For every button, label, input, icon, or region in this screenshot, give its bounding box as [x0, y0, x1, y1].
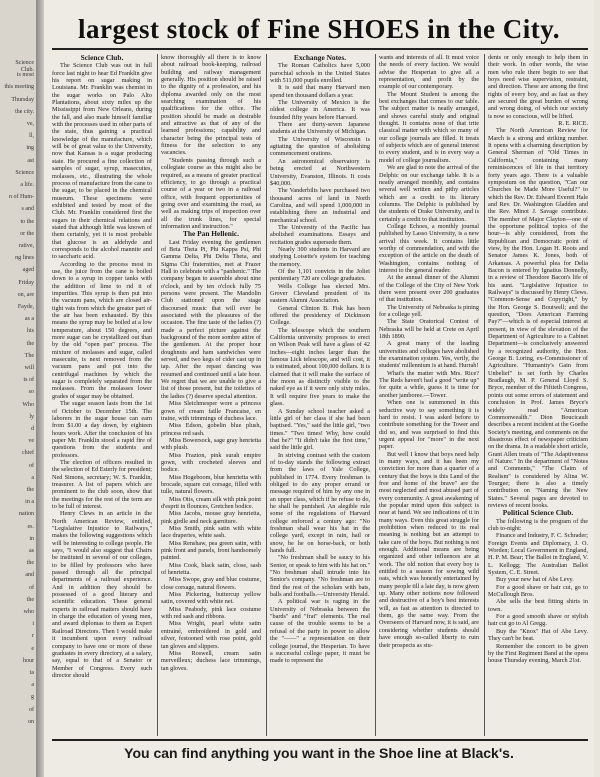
- column-5: [488, 54, 588, 736]
- article-paragraph: Last Friday evening the gentlemen of Beta Theta Pi, Phi Kappa Psi, Phi Gamma Delta, Phi Delta Theta, and Sigma Chi fraternities, met at Frazer Hall to celebrate with a "panhenic." The company began to assemble about nine o'clock, and by ten o'clock fully 75 persons were present. The Mandolin Club stationed upon the stage discoursed music that will ever be associated with the pleasures of the occasion. The fine taste of the ladies (?) made a perfect picture against the background of the more sombre attire of the gentlemen. At the proper hour doughnuts and ham sandwiches were served, and two kegs of cider cast up in tap. After the repast dancing was resumed and continued until a late hour. We regret that we are unable to give a list of those present, but the toilettes of the ladies (?) deserve special attention.: [161, 238, 261, 400]
- adjacent-page-text: will: [24, 365, 34, 371]
- column-divider: [484, 54, 485, 736]
- column-3: [270, 54, 370, 736]
- newspaper-page: [44, 0, 594, 777]
- adjacent-page-text: or the: [20, 230, 34, 237]
- article-paragraph: dents or only enough to help them in their work. In other words, the wise men who rule there begin to see that boys need wise supervision, restraint, and direction. These are among the first rights of every boy, and as fast as they are secured the great burden of wrong and wrong doing, of which our society is now so conscious, will be lifted.: [488, 54, 588, 120]
- article-paragraph: Miss Bowersock, sage gray henrietta with plush.: [161, 436, 261, 452]
- adjacent-page-text: Who: [22, 401, 34, 408]
- article-paragraph: Miss Peabody, pink lace costume with red sash and ribbons.: [161, 605, 261, 621]
- adjacent-page-text: the: [26, 340, 34, 347]
- article-paragraph: Remember the concert to be given by the First Regiment Band at the opera house Thursday evening, March 21st.: [488, 642, 588, 665]
- article-paragraph: The telescope which the southern California university proposes to erect on Wilson Peak will have a glass of 42 inches—eight inches larger than the famous Lick telescope, and will cost, it is estimated, about 100,000 dollars. It is claimed that it will make the surface of the moon as distinctly visible to the naked eye as if it were only sixty miles. It will require five years to make the glass.: [270, 326, 370, 408]
- article-paragraph: Miss Wright, pearl white satin entrainé, embroidered in gold and silver, festooned with rose point, gold tan gloves and slippers.: [161, 620, 261, 650]
- article-paragraph: It is said that many Harvard men spend ten thousand dollars a year.: [270, 84, 370, 99]
- adjacent-page-text: on: [28, 718, 34, 725]
- adjacent-page-text: s and: [21, 206, 34, 213]
- column-divider: [157, 54, 158, 736]
- adjacent-page-text: Friday: [18, 279, 34, 286]
- article-paragraph: For a good smooth shave or stylish hair cut go to Al Gregg.: [488, 613, 588, 628]
- article-paragraph: The sugar season lasts from the 1st of October to December 15th. The laborers in the sugar house can earn from $1.00 a day down, by eighteen hours work. After the conclusion of his paper Mr. Franklin stood a rapid fire of questions from the students and professors.: [52, 400, 152, 459]
- adjacent-page-text: es.: [27, 523, 34, 530]
- article-paragraph: According to the process most in use, the juice from the cane is boiled down to a syrup in copper tanks with the addition of lime to rid it of impurities. This syrup is then put into the vacuum pans, which are closed air-tight vats from which the greater part of the air has been exhausted. By this means the syrup may be boiled at a low temperature, about 150 degrees, and more sugar can be crystallized out than by the old "open pan" process. The mixture of molasses and sugar, called masecuite, is next removed from the vacuum pans and put into the centrifugal machines by which the sugar is completely separated from the molasses. From the molasses lower grades of sugar may be obtained.: [52, 260, 152, 400]
- column-divider: [375, 54, 376, 736]
- page-headline: largest stock of Fine SHOES in the City.: [77, 14, 560, 44]
- adjacent-page-text: and: [25, 572, 34, 579]
- article-paragraph: Miss Hogeboom, blue henrietta with brocade, square cut corsage, filled with tulle, natural flowers.: [161, 473, 261, 496]
- adjacent-page-text: his: [26, 328, 34, 335]
- article-paragraph: Miss Renshaw, pea green satin, with pink front and panels, front handsomely painted.: [161, 539, 261, 562]
- adjacent-page-text: ve,: [26, 121, 34, 127]
- adjacent-page-text: of: [29, 462, 34, 469]
- article-paragraph: When one is summoned in this seductive way to say something it is hard to resist. I was asked before to contribute something for the Tower and did so, and was surprised to find this urgent appeal for "more" in the next paper.: [379, 399, 479, 451]
- adjacent-page-text: of: [29, 584, 34, 591]
- article-paragraph: The Vanderbilts have purchased two thousand acres of land in North Carolina, and will spend 1,000,000 in establishing there an industrial and mechanical school.: [270, 187, 370, 224]
- article-paragraph: General Clinton B. Fisk has been offered the presidency of Dickinson College.: [270, 304, 370, 327]
- adjacent-page-text: Fayde,: [17, 304, 34, 310]
- article-paragraph: know thoroughly all there is to know about railroad book-keeping, railroad building and railway management generally. His position should be raised to the dignity of a profession, and his diploma awarded only on the most searching examination of his qualifications for the office. The position should be made as desirable and attractive as that of any of the learned professions; capability and character being the principal tests of fitness for the selection to any vacancies.: [161, 54, 261, 157]
- article-paragraph: Henry Clews in an article in the North American Review, entitled, "Legislative Injustice to Railways," makes the following suggestions which will be interesting to college people. He says, "I would also suggest that Chairs be instituted in several of our colleges, to be filled by professors who have passed through all the principal departments of a railroad experience. And in addition they should be possessed of a good literary and scientific education. These general experts in railroad matters should have in charge the education of young men, and award diplomas to them as Expert Railroad Directors. Then I would make it incumbent upon every railroad company to have one or more of these graduates in every directory, at a salary, say, equal to that of a Senator or Member of Congress. Every such director should: [52, 510, 152, 679]
- section-heading: Science Club.: [80, 54, 124, 62]
- adjacent-page-text: who: [23, 609, 34, 615]
- adjacent-page-text: chief: [22, 450, 34, 457]
- article-paragraph: In striving contrast with the custom of to-day stands the following extract from the laws of Yale College, published in 1774. Every freshman is obliged to do any proper errand or message required of him by any one in an upper class, which if he refuse to do, he shall be punished. An alegible rule some of the regulations of Harvard college enforced a century ago: "No freshman shall wear his hat in the college yard, except in rain, hail or snow, be he on horse-back, or both hands full.: [270, 451, 370, 555]
- adjacent-page-text: nation: [19, 511, 34, 518]
- article-paragraph: The following is the program of the club to-night:: [488, 517, 588, 532]
- article-paragraph: wants and interests of all. It must voice the needs of every faction. We would advise the Hesperian to give all a representation, and profit by the example of our contemporary.: [379, 54, 479, 91]
- adjacent-page-text: i: [32, 621, 34, 628]
- article-paragraph: The Science Club was out in full force last night to hear Ed Franklin give his report on sugar making in Louisiana. Mr. Franklin was chemist in the sugar works on Palo Alto Plantations, about sixty miles up the Mississippi from New Orleans, during the fall, and also made himself familiar with the processes used in other parts of the state, thus gaining a practical knowledge of the manufacture, which will be of great value to the University, now that Kansas is a sugar producing state. He procured a fine collection of samples of sugar, syrup, masecuites, molasses, etc., illustrating the whole process of manufacture from the cane to the sugar, to be placed in the chemical museum. These specimens were exhibited and tested by most of the Club. Mr. Franklin considered first the sugars in their chemical relations and stated that although little was known of them certainly, yet it is most probable that glucose is an aldehyde and corresponds to the alcohol mannite and to saccharic acid.: [52, 62, 152, 261]
- article-paragraph: Abe sells the best fitting shirts in town.: [488, 598, 588, 613]
- article-paragraph: Buy the "Knox" Hat of Abe Levy. They can't be beat.: [488, 627, 588, 643]
- section-heading: Exchange Notes.: [293, 54, 347, 62]
- article-paragraph: Miss Otis, cream silk with pink point d'esprit in flounces, Gretchen bodice.: [161, 495, 261, 510]
- page-binding: [36, 0, 44, 777]
- adjacent-page-text: r: [32, 633, 34, 640]
- adjacent-page-text: d: [31, 426, 34, 432]
- article-paragraph: The University of Mexico is the oldest college in America. It was founded fifty years before Harvard.: [270, 99, 370, 121]
- article-paragraph: We are glad to note the arrival of the Delphic on our exchange table. It is a neatly arranged monthly, and contains several well written and pithy articles which are a credit to its literary columns. The Delphic is published by the students of Drake University, and is certainly a credit to that institution.: [379, 164, 479, 223]
- article-paragraph: Miss Frazton, pink surah empire gown, with crocheted sleeves and bodice.: [161, 451, 261, 474]
- page-footer-ad: You can find anything you want in the Shoe line at Black's.: [124, 745, 514, 761]
- adjacent-page-text: is most: [16, 72, 34, 79]
- adjacent-page-text: as a: [24, 316, 34, 323]
- adjacent-page-text: in: [29, 535, 34, 542]
- article-paragraph: "No freshman shall be saucy to his Senior, or speak to him with his hat on." "No freshman shall intrude into his Senior's company. "No freshman are to find the rest of the scholars with bats, balls and footballs.—University Herald.: [270, 554, 370, 599]
- article-paragraph: The Roman Catholics have 5,000 parochial schools in the United States with 511,000 pupils enrolled.: [270, 62, 370, 85]
- article-paragraph: The Mount Student is among the best exchanges that comes to our table. The subject matter is neatly arranged, and shows careful study and original thought. It contains none of that trite classical matter with which so many of our college journals are filled. It treats of subjects which are of general interest to every student, and is in every way a model of college journalism.: [379, 90, 479, 164]
- article-paragraph: Miss Smith, pink satin with white lace draperies, white sash.: [161, 525, 261, 540]
- article-paragraph: Miss Sleichmesper wore a princess gown of cream faille Francaise, en traine, with trimmings of duchess lace.: [161, 400, 261, 422]
- section-heading: Political Science Club.: [502, 508, 574, 518]
- article-paragraph: Miss Roswell, cream satin merveilleux; duchess lace trimmings, tan gloves.: [161, 649, 261, 672]
- article-paragraph: The University of Nebraska is pining for a college yell.: [379, 303, 479, 319]
- adjacent-page-text: Science: [15, 169, 34, 176]
- adjacent-page-text: hour: [23, 657, 34, 664]
- article-paragraph: For a good shave or hair cut, go to McCullough Bros.: [488, 583, 588, 599]
- article-paragraph: Miss Cook, black satin, close, sash of henrietta.: [161, 561, 261, 577]
- adjacent-page-text: of: [29, 706, 34, 713]
- adjacent-page-text: a: [31, 474, 34, 481]
- adjacent-page-text: ng lines: [15, 255, 34, 262]
- adjacent-page-text: rative,: [18, 243, 34, 249]
- adjacent-page-text: ly: [29, 413, 34, 420]
- article-paragraph: Miss Edson, gobelin blue plush, princess red sash.: [161, 422, 261, 437]
- adjacent-page-text: e: [31, 645, 34, 652]
- article-paragraph: Buy your new hat of Abe Levy.: [496, 576, 574, 584]
- article-paragraph: There are thirty-seven Japanese students at the University of Michigan.: [270, 121, 370, 136]
- adjacent-page-text: n of Hum-: [9, 194, 34, 201]
- article-paragraph: A Sunday school teacher asked a little girl of her class if she had been baptised. "Yes," said the little girl, "two times." "Two times! Why, how could that be?" "It didn't take the first time," said the little girl.: [270, 407, 370, 452]
- adjacent-page-text: ast: [27, 157, 34, 164]
- article-paragraph: Wells College has elected Mrs. Grover Cleveland president of its eastern Alumni Association.: [270, 282, 370, 305]
- adjacent-page-text: the city.: [15, 108, 34, 115]
- adjacent-page-text: ll,: [29, 133, 34, 140]
- adjacent-page-text: a life.: [20, 182, 34, 188]
- article-paragraph: Finance and Industry, F. C. Schrader; Foreign Events and Diplomacy, J. O. Worden; Local Government in England, H. P. M. Bear; The Ballot in England, V. L. Kellogg; The Australian Ballot System, C. E. Street.: [488, 532, 588, 577]
- article-signature: R. E. RICE.: [558, 120, 588, 128]
- adjacent-page-text: ing: [26, 145, 34, 152]
- adjacent-page-text: ts of: [23, 377, 34, 384]
- adjacent-page-text: this meeting: [4, 84, 34, 91]
- footer-rule: [52, 739, 588, 741]
- adjacent-page-text: g: [31, 694, 34, 701]
- adjacent-page-text: The: [24, 352, 34, 359]
- adjacent-page-text: ve: [28, 438, 34, 445]
- article-paragraph: College Echoes, a monthly journal published by Lasso University, is a new arrival this week. It contains little worthy of commendation, and with the exception of the article on the death of Washington, contains nothing of interest to the general reader.: [379, 222, 479, 274]
- article-paragraph: The North American Review for March is a strong and striking number. It opens with a charming description by General Sherman of "Old Times in California," containing many reminiscences of life in that territory forty years ago. There is a valuable symposium on the question, "Can our Churches be Made More Useful?" to which the Rev. Dr. Edward Everett Hale and Rev. Dr. Washington Gladden and the Rev. Minot J. Savage contribute. The member of Major Clayton—one of the opportune political topics of the hour—is ably considered, from the Republican and Democratic point of view, by the Hon. Logan H. Roots and Senator James K. Jones, both of Arkansas. A powerful plea for Delia Bacon is entered by Ignatius Donnelly, in a review of Theodore Bacon's life of his aunt. "Legislative Injustice to Railways" is discussed by Henry Clews. "Common-Sense and Copyright," by the Hon. George S. Boutwell; and the question, "Does American Farming Pay?"—which is of especial interest at present, in view of the elevation of the Department of Agriculture to a Cabinet Department—is conclusively answered by a recognized authority, the Hon. George B. Loring, ex-Commissioner of Agriculture. "Humanity's Gain from Unbelief" is set forth by Charles Bradlaugh, M. P. General Lloyd S. Bryce, member of the Fiftieth Congress, points out some errors of statement and conclusion in Prof. James Bryce's widely read "American Commonwealth." Dion Boucicault describes a recent incident at the Goethe Society's meeting, and comments on the disastrous effect of newspaper criticism on the drama. In a readable short article, Grant Allen treats of "The Adaptiveness of Nature." In the department of "Notes and Comments," "The Claim of Realism" is considered by Alina W. Tourgee; there is also a timely contribution on "Naming the New States." Several pages are devoted to reviews of recent books.: [488, 127, 588, 509]
- adjacent-page-text: the: [26, 487, 34, 493]
- adjacent-page-text: a: [31, 682, 34, 689]
- article-paragraph: But well I know that boys need help in many ways, and it has been my conviction for more than a quarter of a century that the boys is this Land of the free and home of the brave" are the most neglected and most abused part of every community. A great awakening of the popular mind upon this subject is near at hand. We see indications of it in many ways. Even this great struggle for prohibition when reduced to its real meaning is nothing but an attempt to take care of the boys. But nothing is not enough. Additional means are being organized and other influences are at work. The old notion that every boy is entitled to a season for sowing wild oats, which was honestly entertained by many people till a late day, is now given up. Many other notions now followed and destructive of a boy's best interests will, as fast as attention is directed to them, go the same way. From the Overseers of Harvard now, it is said, are considering whether students should have enough so-called liberty to ruin their prospects as stu-: [379, 450, 479, 649]
- adjacent-page-text: in a: [25, 499, 34, 506]
- headline-rule: [52, 48, 588, 50]
- article-paragraph: The University of Wisconsin is agitating the question of abolishing commencement orations.: [270, 135, 370, 158]
- article-paragraph: Miss Pickering, buttercup yellow satin, covered with white net.: [161, 591, 261, 606]
- adjacent-page-text: aged: [22, 267, 34, 274]
- adjacent-page-text: Thursday: [11, 96, 34, 103]
- article-paragraph: A great many of the leading universities and colleges have abolished the examination system. Yes, verily, the students' millennium is at hand. Hurrah!: [379, 340, 479, 370]
- column-1: [52, 54, 152, 736]
- article-paragraph: An astronomical observatory is being erected at Northwestern University, Evanston, Illinois. It costs $40,000.: [270, 157, 370, 187]
- article-paragraph: Miss Jacobs, mouse gray henrietta, pink girdle and neck garniture.: [161, 510, 261, 525]
- article-paragraph: Nearly 300 students in Harvard are studying Loisette's system for teaching the memory.: [270, 245, 370, 268]
- article-paragraph: The University of the Pacific has abolished examinations. Essays and recitation grades supersede them.: [270, 223, 370, 246]
- adjacent-page-text: the: [26, 596, 34, 603]
- adjacent-page-text: Science Club.: [15, 60, 34, 74]
- adjacent-page-text: on, are: [17, 291, 34, 298]
- adjacent-page-text: ta: [29, 670, 34, 676]
- section-heading: The Pan Hellenic.: [182, 229, 240, 239]
- article-paragraph: Miss Swope, gray and blue costume, close corsage, natural flowers.: [161, 576, 261, 591]
- adjacent-page-text: the: [26, 560, 34, 567]
- article-paragraph: A political war is raging in the University of Nebraska between the "bards" and "frat" elements. The real cause of the trouble seems to be a refusal of the party in power to allow the "——" a representation on their college journal, the Hesperian. To have a successful college paper, it must be made to represent the: [270, 598, 370, 665]
- article-paragraph: The State Oratorical Contest of Nebraska will be held at Crete on April 18th 1890.: [379, 318, 479, 341]
- column-2: [161, 54, 261, 736]
- adjacent-page-text: so: [28, 389, 34, 396]
- column-divider: [266, 54, 267, 736]
- adjacent-page-edge: [0, 0, 37, 777]
- article-paragraph: The election of officers resulted in the selection of Ed Esterly for president; Ned Simons, secretary; W. S. Franklin, treasurer. A list of papers which are prominent to the club soon, show that the meetings for the rest of the term are to be full of interest.: [52, 458, 152, 510]
- article-paragraph: What's the matter with Mrs. Rice? The Reds haven't had a good "write up" for quite a while, guess it is time for another jamboree.—Tower.: [379, 369, 479, 399]
- article-paragraph: At the annual dinner of the Alumni of the College of the City of New York there were present over 200 graduates of that institution.: [379, 274, 479, 304]
- adjacent-page-text: as: [29, 548, 34, 554]
- article-paragraph: "Students passing through such a collegiate course as this might also be required, as a means of greater practical efficiency, to go through a practical course of a year or two in a railroad office, with frequent opportunities of going over and examining the road, as well as making trips of inspection over all the trunk lines, for special information and instruction.": [161, 156, 261, 230]
- adjacent-page-text: to the: [20, 218, 34, 225]
- column-4: [379, 54, 479, 736]
- article-paragraph: Of the 1,101 convicts in the Joliet penitentiary 720 are college graduates.: [270, 267, 370, 283]
